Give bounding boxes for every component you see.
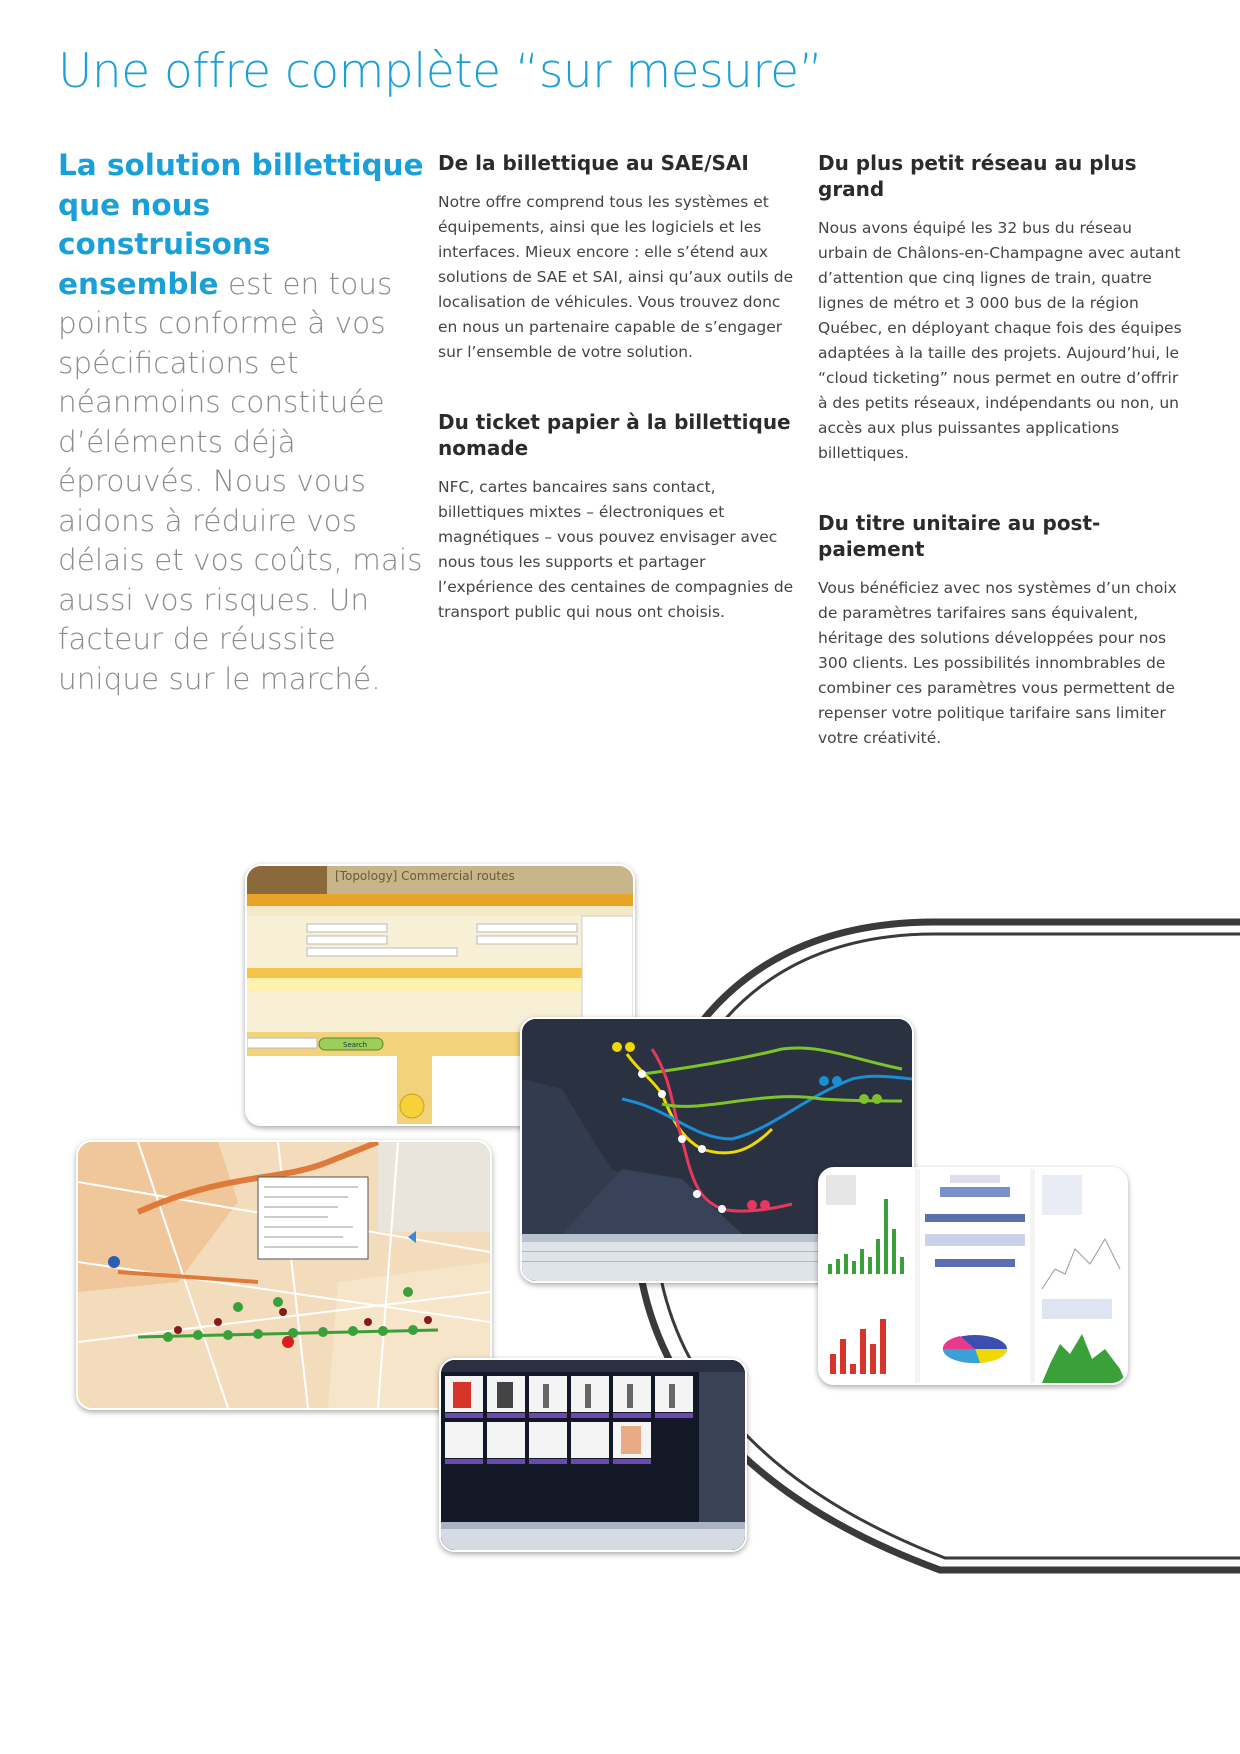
street-map-image <box>78 1142 490 1408</box>
topology-search-button: Search <box>343 1041 368 1049</box>
equipment-image <box>441 1360 745 1550</box>
section-heading: De la billettique au SAE/SAI <box>438 151 749 175</box>
lead-rest: est en tous points conforme à vos spécifications et néanmoins constituée d’éléments déjà éprouvés. Nous vous aidons à réduire vos délais et vos coûts, mais aussi vos risques. Un facteur de réussite unique sur le marché. <box>58 266 423 696</box>
section-body: Notre offre comprend tous les systèmes et équipements, ainsi que les logiciels et les interfaces. Mieux encore : elle s’étend aux solutions de SAE et SAI, ainsi qu’aux outils de localisation de véhicules. Vous trouvez donc en nous un partenaire capable de s’engager sur l’ensemble de votre solution. <box>438 193 794 361</box>
equipment-screenshot <box>439 1358 747 1552</box>
section-heading: Du plus petit réseau au plus grand <box>818 151 1137 201</box>
section-body: NFC, cartes bancaires sans contact, billettiques mixtes – électroniques et magnétiques – vous pouvez envisager avec nous tous les supports et partager l’expérience des centaines de compagnies de transport public qui nous ont choisis. <box>438 478 794 621</box>
page-title: Une offre complète “sur mesure” <box>58 44 823 99</box>
section-body: Nous avons équipé les 32 bus du réseau urbain de Châlons-en-Champagne avec autant d’attention que cinq lignes de train, quatre lignes de métro et 3 000 bus de la région Québec, en déployant chaque fois des équipes adaptées à la taille des projets. Aujourd’hui, le “cloud ticketing” nous permet en outre d’offrir à des petits réseaux, indépendants ou non, un accès aux plus puissantes applications billettiques. <box>818 219 1182 462</box>
topology-window-title: [Topology] Commercial routes <box>335 869 515 883</box>
section-heading: Du titre unitaire au post-paiement <box>818 511 1101 561</box>
lead-highlight: La solution billettique que nous construisons ensemble <box>58 148 424 301</box>
statistics-screenshot <box>818 1167 1128 1385</box>
statistics-image <box>820 1169 1126 1383</box>
section-heading: Du ticket papier à la billettique nomade <box>438 410 791 460</box>
street-map-screenshot <box>76 1140 492 1410</box>
section-body: Vous bénéficiez avec nos systèmes d’un choix de paramètres tarifaires sans équivalent, héritage des solutions développées pour nos 300 clients. Les possibilités innombrables de combiner ces paramètres vous permettent de repenser votre politique tarifaire sans limiter votre créativité. <box>818 579 1177 747</box>
